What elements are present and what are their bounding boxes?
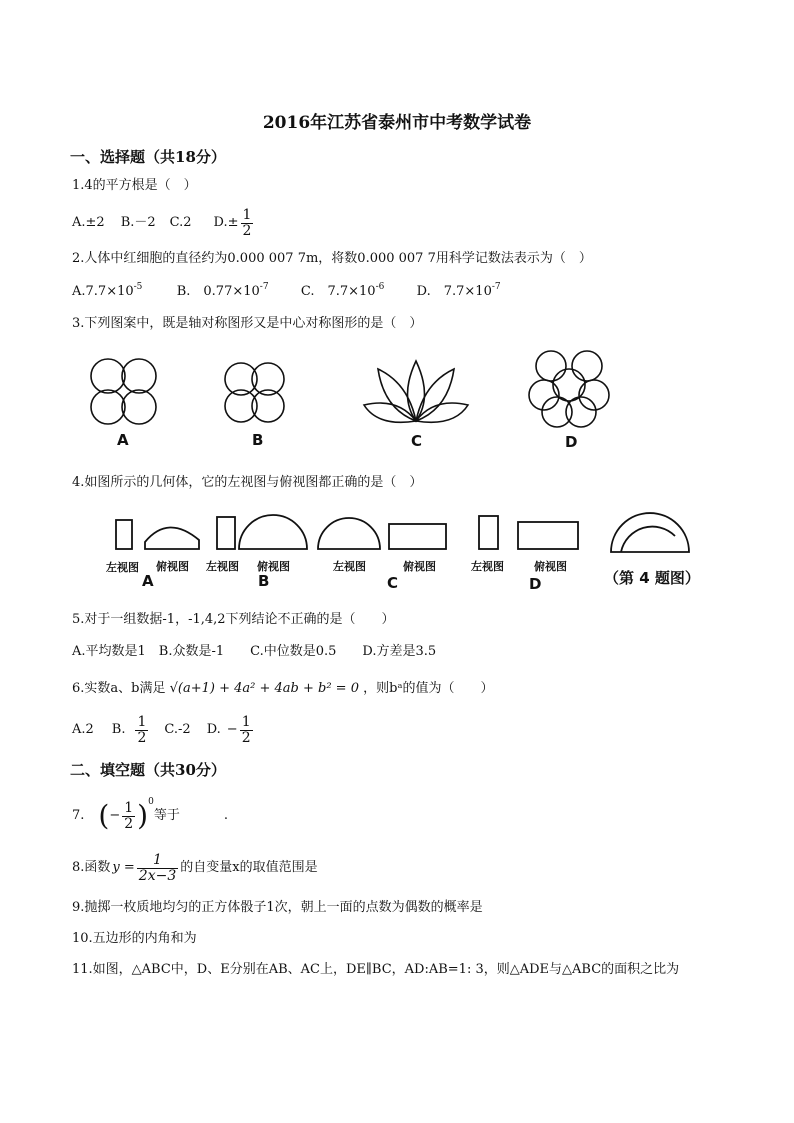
question-6-options: [72, 712, 255, 748]
question-5-options: A.平均数是1 B.众数是-1 C.中位数是0.5 D.方差是3.5: [72, 644, 437, 659]
q6-option-d-fraction: [240, 715, 253, 746]
q7-exponent: 0: [148, 797, 154, 807]
view-c-left-label: 左视图: [333, 560, 366, 573]
q8-suffix: 的自变量x的取值范围是: [180, 860, 318, 875]
fraction-denominator: 2: [242, 222, 252, 239]
q2-option-a-exponent: -5: [133, 282, 143, 292]
q1-option-d-fraction: [241, 208, 254, 239]
fraction-denominator: 2: [241, 729, 251, 746]
q2-option-c-base: C. 7.7×10: [300, 284, 376, 299]
question-3-stem: 3.下列图案中，既是轴对称图形又是中心对称图形的是（ ）: [72, 316, 423, 331]
fraction-denominator: 2x−3: [138, 867, 177, 884]
question-6-stem: [72, 681, 493, 697]
pattern-b-four-circles: [225, 363, 284, 422]
q6-option-b-prefix: B.: [111, 722, 126, 737]
view-a-left-label: 左视图: [106, 561, 139, 574]
pattern-a-overlapping-circles: [91, 359, 156, 424]
question-2-stem: 2.人体中红细胞的直径约为0.000 007 7m，将数0.000 007 7用科学记数法表示为（ ）: [72, 251, 592, 266]
question-5-stem: 5.对于一组数据-1，-1,4,2下列结论不正确的是（ ）: [72, 612, 395, 627]
view-b-top-label: 俯视图: [257, 560, 290, 573]
q6-option-d-sign: −: [226, 722, 238, 737]
pattern-label-d: D: [565, 433, 578, 451]
q7-end: .: [223, 808, 228, 823]
q7-inner-sign: −: [109, 808, 121, 823]
question-9: 9.抛掷一枚质地均匀的正方体骰子1次，朝上一面的点数为偶数的概率是: [72, 900, 483, 915]
question-1-stem: 1.4的平方根是（ ）: [72, 178, 197, 193]
pattern-label-a: A: [117, 431, 129, 449]
view-d-left-label: 左视图: [471, 560, 504, 573]
q8-fraction: [137, 853, 178, 884]
q6-option-b-fraction: [135, 715, 148, 746]
question-4-views: [0, 510, 794, 560]
q7-suffix: 等于: [153, 808, 180, 823]
q8-lhs: y =: [112, 860, 135, 875]
question-10: 10.五边形的内角和为: [72, 931, 197, 946]
section-heading-choice: 一、选择题（共18分）: [70, 148, 226, 166]
question-1-options: [72, 206, 255, 240]
question-4-stem: 4.如图所示的几何体，它的左视图与俯视图都正确的是（ ）: [72, 475, 423, 490]
pattern-c-lotus: [364, 361, 468, 422]
page-title: 2016年江苏省泰州市中考数学试卷: [262, 113, 532, 133]
fraction-numerator: 1: [241, 713, 251, 730]
q1-option-b: B.－2: [120, 215, 156, 230]
view-label-b: B: [258, 572, 270, 590]
q1-option-a: A.±2: [72, 215, 105, 230]
q2-option-b-base: B. 0.77×10: [176, 284, 260, 299]
fraction-numerator: 1: [137, 713, 147, 730]
q7-close-paren: ): [137, 799, 149, 832]
view-c-top-label: 俯视图: [403, 560, 436, 573]
q2-option-b: [177, 284, 269, 299]
q2-option-a: [72, 284, 142, 299]
view-label-d: D: [529, 575, 542, 593]
q6-equation: √(a+1) + 4a² + 4ab + b² = 0: [169, 681, 359, 696]
view-label-a: A: [142, 572, 154, 590]
question-2-options: [72, 284, 501, 301]
question-8: [72, 850, 318, 886]
q7-open-paren: (: [98, 799, 110, 832]
q6-stem-prefix: 6.实数a、b满足: [72, 681, 166, 696]
q6-option-a: A.2: [72, 722, 94, 737]
q7-prefix: 7.: [72, 808, 85, 823]
q2-option-a-base: A.7.7×10: [72, 284, 134, 299]
question-11: 11.如图，△ABC中，D、E分别在AB、AC上，DE∥BC，AD:AB=1: 3，则△ADE与△ABC的面积之比为: [72, 962, 680, 977]
q2-option-d: [417, 284, 501, 299]
section-heading-fill: 二、填空题（共30分）: [70, 761, 226, 779]
fraction-numerator: 1: [124, 799, 134, 816]
question-7: [72, 796, 228, 836]
q2-option-c-exponent: -6: [375, 282, 385, 292]
fraction-numerator: 1: [153, 851, 162, 868]
figure-4-caption: （第 4 题图）: [604, 569, 700, 587]
fraction-denominator: 2: [137, 729, 147, 746]
q1-option-c: C.2: [169, 215, 192, 230]
pattern-label-c: C: [411, 432, 423, 450]
fraction-numerator: 1: [242, 206, 252, 223]
view-a-top-label: 俯视图: [156, 560, 189, 573]
q6-option-c: C.-2: [164, 722, 191, 737]
q2-option-c: [301, 284, 385, 299]
view-b-left-label: 左视图: [206, 560, 239, 573]
pattern-label-b: B: [252, 431, 264, 449]
view-d-top-label: 俯视图: [534, 560, 567, 573]
q8-prefix: 8.函数: [72, 860, 111, 875]
q7-fraction: [122, 801, 135, 832]
q2-option-b-exponent: -7: [259, 282, 269, 292]
q2-option-d-base: D. 7.7×10: [416, 284, 492, 299]
q6-option-d-prefix: D.: [206, 722, 221, 737]
q2-option-d-exponent: -7: [491, 282, 501, 292]
view-label-c: C: [387, 574, 399, 592]
fraction-denominator: 2: [124, 815, 134, 832]
q1-option-d-prefix: D.±: [213, 215, 239, 230]
q6-stem-suffix: ，则bᵃ的值为（ ）: [363, 681, 494, 696]
pattern-d-flower: [529, 351, 609, 427]
